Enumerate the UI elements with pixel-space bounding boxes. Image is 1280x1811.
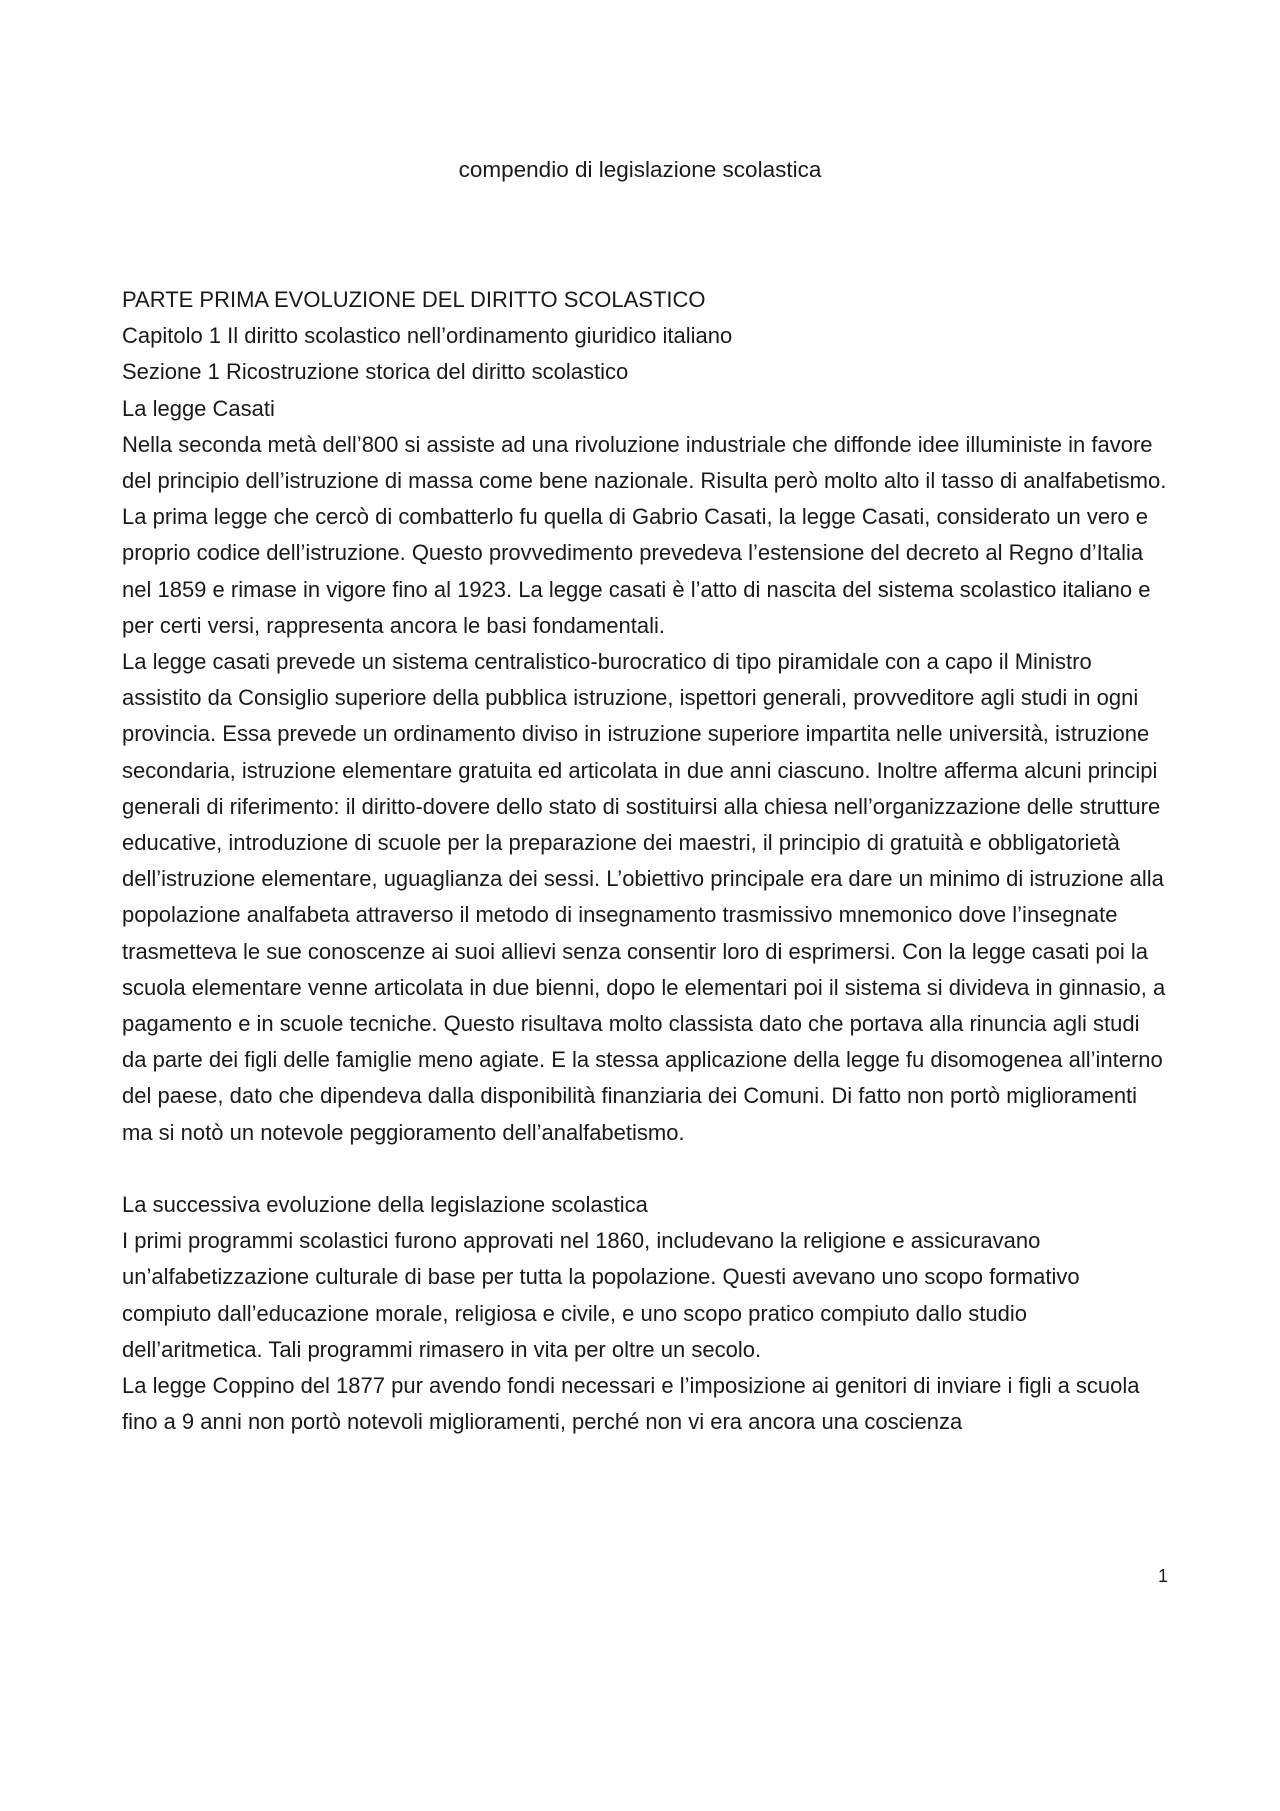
subsection-heading-evoluzione: La successiva evoluzione della legislazione scolastica [122, 1192, 648, 1218]
paragraph-evoluzione-1: I primi programmi scolastici furono approvati nel 1860, includevano la religione e assicuravano un’alfabetizzazione culturale di base per tutta la popolazione. Questi avevano uno scopo formativo compiuto dall’educazione morale, religiosa e civile, e uno scopo pratico compiuto dallo studio dell’aritmetica. Tali programmi rimasero in vita per oltre un secolo. [122, 1228, 1080, 1362]
paragraph-evoluzione-2: La legge Coppino del 1877 pur avendo fondi necessari e l’imposizione ai genitori di inviare i figli a scuola fino a 9 anni non portò notevoli miglioramenti, perché non vi era ancora una coscienza [122, 1373, 1140, 1435]
paragraph-casati-2: La legge casati prevede un sistema centralistico-burocratico di tipo piramidale con a capo il Ministro assistito da Consiglio superiore della pubblica istruzione, ispettori generali, provveditore agli studi in ogni provincia. Essa prevede un ordinamento diviso in istruzione superiore impartita nelle università, istruzione secondaria, istruzione elementare gratuita ed articolata in due anni ciascuno. Inoltre afferma alcuni principi generali di riferimento: il diritto-dovere dello stato di sostituirsi alla chiesa nell’organizzazione delle strutture educative, introduzione di scuole per la preparazione dei maestri, il principio di gratuità e obbligatorietà dell’istruzione elementare, uguaglianza dei sessi. L’obiettivo principale era dare un minimo di istruzione alla popolazione analfabeta attraverso il metodo di insegnamento trasmissivo mnemonico dove l’insegnate trasmetteva le sue conoscenze ai suoi allievi senza consentir loro di esprimersi. Con la legge casati poi la scuola elementare venne articolata in due bienni, dopo le elementari poi il sistema si divideva in ginnasio, a pagamento e in scuole tecniche. Questo risultava molto classista dato che portava alla rinuncia agli studi da parte dei figli delle famiglie meno agiate. E la stessa applicazione della legge fu disomogenea all’interno del paese, dato che dipendeva dalla disponibilità finanziaria dei Comuni. Di fatto non portò miglioramenti ma si notò un notevole peggioramento dell’analfabetismo. [122, 649, 1166, 1145]
document-body [122, 282, 1170, 1440]
paragraph-casati-1: Nella seconda metà dell’800 si assiste ad una rivoluzione industriale che diffonde idee illuministe in favore del principio dell’istruzione di massa come bene nazionale. Risulta però molto alto il tasso di analfabetismo. La prima legge che cercò di combatterlo fu quella di Gabrio Casati, la legge Casati, considerato un vero e proprio codice dell’istruzione. Questo provvedimento prevedeva l’estensione del decreto al Regno d’Italia nel 1859 e rimase in vigore fino al 1923. La legge casati è l’atto di nascita del sistema scolastico italiano e per certi versi, rappresenta ancora le basi fondamentali. [122, 431, 1167, 638]
section-heading: Sezione 1 Ricostruzione storica del diritto scolastico [122, 359, 629, 385]
subsection-heading-casati: La legge Casati [122, 395, 275, 421]
chapter-heading: Capitolo 1 Il diritto scolastico nell’ordinamento giuridico italiano [122, 323, 733, 349]
part-heading: PARTE PRIMA EVOLUZIONE DEL DIRITTO SCOLASTICO [122, 287, 706, 312]
paragraph-spacer [122, 1151, 1170, 1187]
page-number: 1 [1157, 1566, 1168, 1586]
document-title: compendio di legislazione scolastica [458, 157, 822, 182]
